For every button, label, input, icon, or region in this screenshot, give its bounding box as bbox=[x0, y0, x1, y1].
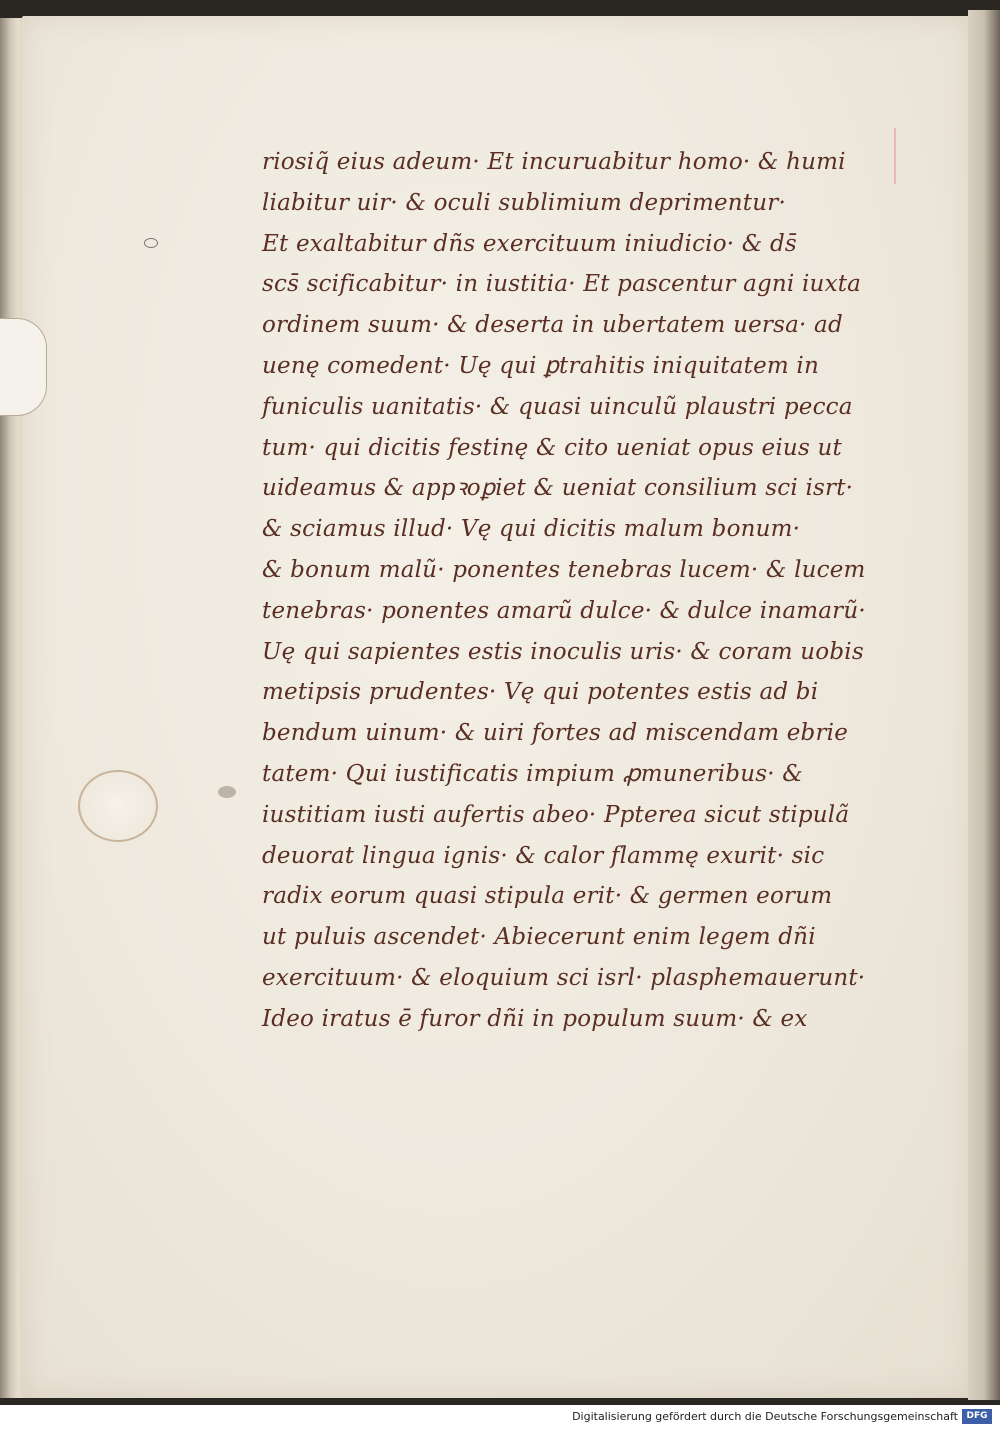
text-line: metipsis prudentes· Vę qui potentes estis ad bi bbox=[262, 679, 819, 706]
text-line: Ideo iratus ē furor dñi in populum suum· & ex bbox=[262, 1005, 808, 1032]
text-line: tatem· Qui iustificatis impium ꝓmuneribus· & bbox=[262, 760, 803, 787]
text-line: funiculis uanitatis· & quasi uinculũ plaustri pecca bbox=[262, 393, 853, 420]
text-line: deuorat lingua ignis· & calor flammę exurit· sic bbox=[262, 842, 825, 869]
text-line: ut puluis ascendet· Abiecerunt enim legem dñi bbox=[262, 924, 816, 951]
text-line: Uę qui sapientes estis inoculis uris· & coram uobis bbox=[262, 638, 864, 665]
text-line: radix eorum quasi stipula erit· & germen eorum bbox=[262, 883, 833, 910]
text-line: bendum uinum· & uiri fortes ad miscendam ebrie bbox=[262, 720, 849, 747]
text-line: tum· qui dicitis festinę & cito ueniat opus eius ut bbox=[262, 434, 842, 461]
page-tab bbox=[0, 318, 47, 416]
text-line: tenebras· ponentes amarũ dulce· & dulce inamarũ· bbox=[262, 597, 866, 624]
text-line: & bonum malũ· ponentes tenebras lucem· & lucem bbox=[262, 556, 866, 583]
parchment-hole bbox=[78, 770, 158, 842]
text-line: iustitiam iusti aufertis abeo· Ppterea sicut stipulã bbox=[262, 801, 850, 828]
manuscript-text bbox=[262, 142, 902, 1040]
text-line: uenę comedent· Uę qui ꝑtrahitis iniquitatem in bbox=[262, 352, 819, 379]
text-line: scs̄ scificabitur· in iustitia· Et pascentur agni iuxta bbox=[262, 271, 862, 298]
text-line: exercituum· & eloquium sci isrl· plasphemauerunt· bbox=[262, 964, 866, 991]
text-line: liabitur uir· & oculi sublimium deprimentur· bbox=[262, 189, 786, 216]
page-right-edge bbox=[968, 10, 1000, 1400]
ink-speck bbox=[218, 786, 236, 798]
dfg-logo: DFG bbox=[962, 1409, 992, 1424]
text-line: Et exaltabitur dñs exercituum iniudicio· & ds̄ bbox=[262, 230, 797, 257]
text-line: uideamus & appꝛoꝑiet & ueniat consilium sci isrt· bbox=[262, 475, 854, 502]
text-line: & sciamus illud· Vę qui dicitis malum bonum· bbox=[262, 516, 801, 543]
text-line: ordinem suum· & deserta in ubertatem uersa· ad bbox=[262, 312, 843, 339]
text-line: riosiq̃ eius adeum· Et incuruabitur homo· & humi bbox=[262, 149, 846, 175]
footer-bar bbox=[0, 1405, 1000, 1429]
ink-speck bbox=[144, 238, 158, 248]
footer-credit: Digitalisierung gefördert durch die Deutsche Forschungsgemeinschaft bbox=[572, 1410, 958, 1423]
